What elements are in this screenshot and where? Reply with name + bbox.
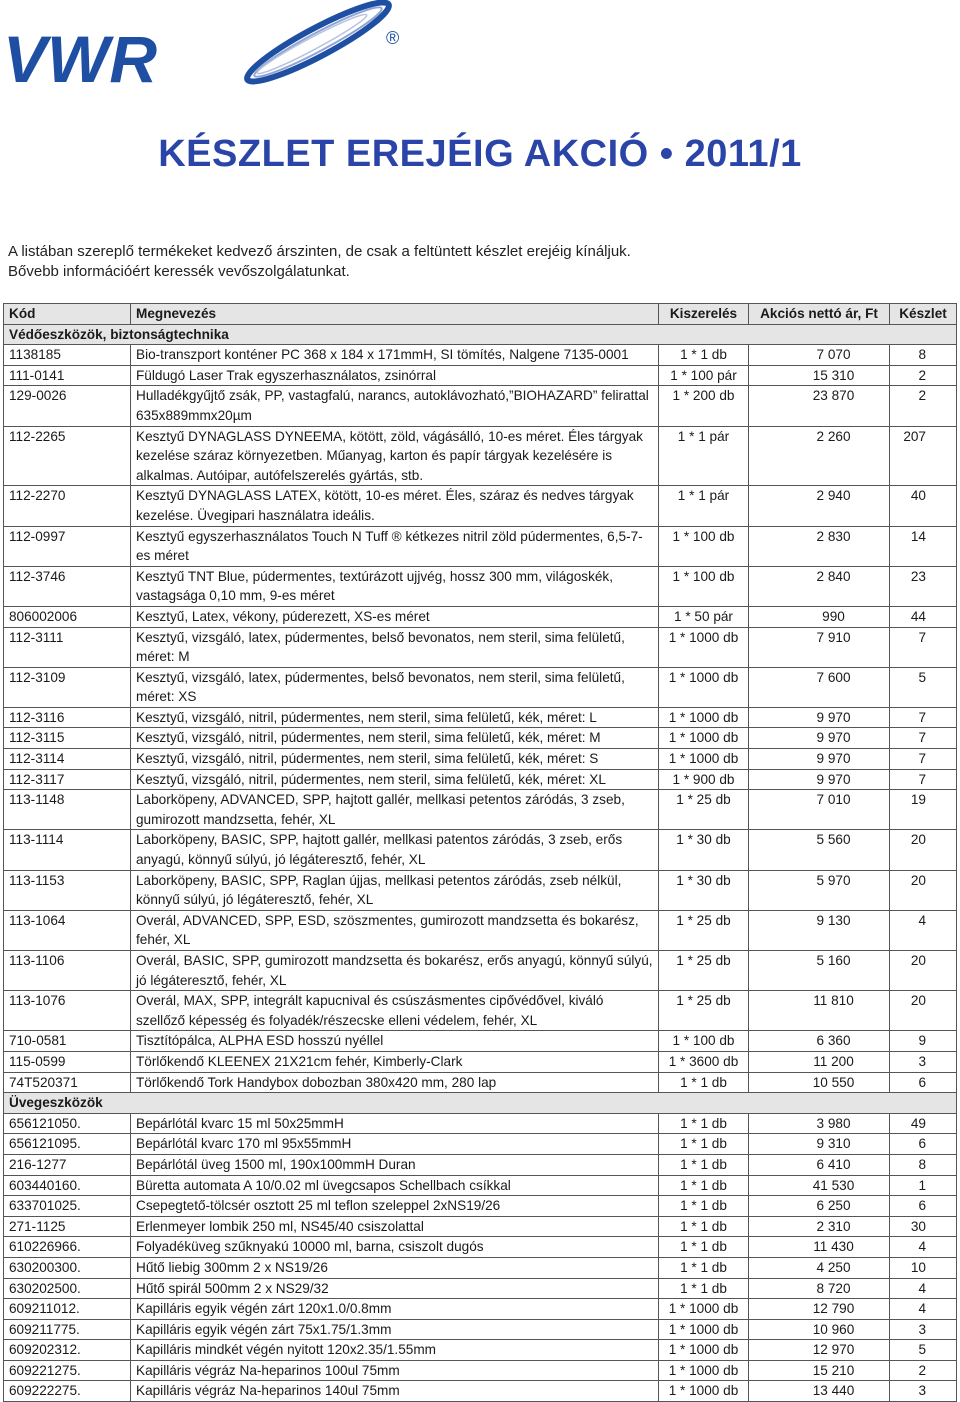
cell-stock: 44 [890, 606, 957, 627]
cell-name: Hulladékgyűjtő zsák, PP, vastagfalú, narancs, autoklávozható,”BIOHAZARD” felirattal 635x889mmx20µm [131, 386, 659, 426]
cell-price: 7 600 [749, 667, 890, 707]
section-title: Védőeszközök, biztonságtechnika [4, 324, 957, 345]
cell-code: 74T520371 [4, 1072, 131, 1093]
cell-stock: 8 [890, 345, 957, 366]
table-row [4, 951, 957, 991]
cell-stock: 3 [890, 1381, 957, 1402]
cell-stock: 6 [890, 1134, 957, 1155]
cell-stock: 20 [890, 830, 957, 870]
section-row [4, 324, 957, 345]
cell-name: Törlőkendő KLEENEX 21X21cm fehér, Kimberly-Clark [131, 1051, 659, 1072]
vwr-logo [0, 0, 420, 100]
cell-name: Kesztyű, Latex, vékony, púderezett, XS-es méret [131, 606, 659, 627]
cell-pack: 1 * 25 db [659, 951, 749, 991]
cell-price: 8 720 [749, 1278, 890, 1299]
table-row [4, 345, 957, 366]
cell-code: 112-3115 [4, 728, 131, 749]
cell-name: Laborköpeny, BASIC, SPP, hajtott gallér, mellkasi patentos záródás, 3 zseb, erős anyagú, könnyű súlyú, jó légáteresztő, fehér, XL [131, 830, 659, 870]
cell-stock: 9 [890, 1031, 957, 1052]
cell-price: 41 530 [749, 1175, 890, 1196]
cell-name: Csepegtető-tölcsér osztott 25 ml teflon szeleppel 2xNS19/26 [131, 1196, 659, 1217]
cell-price: 2 840 [749, 566, 890, 606]
table-row [4, 627, 957, 667]
cell-name: Tisztítópálca, ALPHA ESD hosszú nyéllel [131, 1031, 659, 1052]
cell-code: 129-0026 [4, 386, 131, 426]
cell-price: 13 440 [749, 1381, 890, 1402]
header-price: Akciós nettó ár, Ft [749, 304, 890, 325]
cell-name: Laborköpeny, BASIC, SPP, Raglan újjas, mellkasi petentos záródás, zseb nélkül, könnyű súlyú, jó légáteresztő, fehér, XL [131, 870, 659, 910]
cell-name: Kesztyű, vizsgáló, nitril, púdermentes, nem steril, sima felületű, kék, méret: M [131, 728, 659, 749]
product-table [3, 303, 957, 1402]
cell-code: 115-0599 [4, 1051, 131, 1072]
cell-pack: 1 * 1000 db [659, 728, 749, 749]
cell-name: Bepárlótál üveg 1500 ml, 190x100mmH Duran [131, 1154, 659, 1175]
cell-price: 2 830 [749, 526, 890, 566]
cell-name: Kesztyű, vizsgáló, latex, púdermentes, belső bevonatos, nem steril, sima felületű, méret: M [131, 627, 659, 667]
cell-pack: 1 * 3600 db [659, 1051, 749, 1072]
cell-price: 11 430 [749, 1237, 890, 1258]
table-row [4, 769, 957, 790]
cell-stock: 20 [890, 870, 957, 910]
cell-pack: 1 * 1000 db [659, 1299, 749, 1320]
table-row [4, 707, 957, 728]
cell-code: 633701025. [4, 1196, 131, 1217]
cell-stock: 2 [890, 386, 957, 426]
cell-code: 1138185 [4, 345, 131, 366]
cell-code: 112-3117 [4, 769, 131, 790]
cell-name: Kapilláris egyik végén zárt 75x1.75/1.3mm [131, 1319, 659, 1340]
cell-name: Kesztyű egyszerhasználatos Touch N Tuff ® kétkezes nitril zöld púdermentes, 6,5-7-es méret [131, 526, 659, 566]
page-title: KÉSZLET EREJÉIG AKCIÓ • 2011/1 [158, 133, 802, 175]
cell-price: 10 550 [749, 1072, 890, 1093]
cell-code: 630202500. [4, 1278, 131, 1299]
cell-price: 7 910 [749, 627, 890, 667]
table-row [4, 486, 957, 526]
cell-price: 9 970 [749, 749, 890, 770]
cell-code: 113-1148 [4, 790, 131, 830]
cell-pack: 1 * 1000 db [659, 707, 749, 728]
cell-code: 112-2265 [4, 426, 131, 486]
cell-pack: 1 * 1 db [659, 1072, 749, 1093]
cell-price: 12 790 [749, 1299, 890, 1320]
cell-code: 271-1125 [4, 1216, 131, 1237]
cell-stock: 5 [890, 1340, 957, 1361]
cell-stock: 2 [890, 365, 957, 386]
table-row [4, 830, 957, 870]
cell-pack: 1 * 25 db [659, 991, 749, 1031]
cell-pack: 1 * 1 db [659, 1113, 749, 1134]
cell-price: 9 130 [749, 910, 890, 950]
cell-pack: 1 * 30 db [659, 830, 749, 870]
cell-pack: 1 * 1 pár [659, 426, 749, 486]
cell-price: 2 310 [749, 1216, 890, 1237]
cell-code: 113-1114 [4, 830, 131, 870]
header-pack: Kiszerelés [659, 304, 749, 325]
cell-price: 6 250 [749, 1196, 890, 1217]
cell-price: 9 970 [749, 728, 890, 749]
cell-code: 603440160. [4, 1175, 131, 1196]
cell-price: 7 010 [749, 790, 890, 830]
cell-stock: 7 [890, 728, 957, 749]
cell-code: 609202312. [4, 1340, 131, 1361]
cell-stock: 7 [890, 707, 957, 728]
cell-price: 990 [749, 606, 890, 627]
cell-price: 9 970 [749, 769, 890, 790]
cell-price: 15 210 [749, 1360, 890, 1381]
cell-name: Kesztyű, vizsgáló, nitril, púdermentes, nem steril, sima felületű, kék, méret: XL [131, 769, 659, 790]
cell-price: 4 250 [749, 1257, 890, 1278]
section-row [4, 1093, 957, 1114]
cell-stock: 8 [890, 1154, 957, 1175]
cell-pack: 1 * 1 db [659, 1196, 749, 1217]
cell-price: 12 970 [749, 1340, 890, 1361]
cell-name: Bepárlótál kvarc 170 ml 95x55mmH [131, 1134, 659, 1155]
cell-pack: 1 * 1 db [659, 1278, 749, 1299]
cell-pack: 1 * 1 db [659, 1134, 749, 1155]
cell-pack: 1 * 1000 db [659, 1319, 749, 1340]
cell-name: Törlőkendő Tork Handybox dobozban 380x420 mm, 280 lap [131, 1072, 659, 1093]
cell-pack: 1 * 1 db [659, 1216, 749, 1237]
cell-name: Kapilláris végráz Na-heparinos 140ul 75mm [131, 1381, 659, 1402]
table-row [4, 1381, 957, 1402]
cell-price: 11 810 [749, 991, 890, 1031]
cell-code: 806002006 [4, 606, 131, 627]
cell-stock: 23 [890, 566, 957, 606]
table-row [4, 566, 957, 606]
cell-price: 6 360 [749, 1031, 890, 1052]
cell-pack: 1 * 1 db [659, 1154, 749, 1175]
cell-pack: 1 * 200 db [659, 386, 749, 426]
cell-name: Kesztyű DYNAGLASS LATEX, kötött, 10-es méret. Éles, száraz és nedves tárgyak kezelése. Üvegipari használatra ideális. [131, 486, 659, 526]
table-row [4, 1360, 957, 1381]
table-row [4, 1216, 957, 1237]
cell-pack: 1 * 1000 db [659, 1340, 749, 1361]
table-row [4, 1072, 957, 1093]
cell-price: 23 870 [749, 386, 890, 426]
cell-name: Kesztyű, vizsgáló, nitril, púdermentes, nem steril, sima felületű, kék, méret: L [131, 707, 659, 728]
table-row [4, 1113, 957, 1134]
cell-pack: 1 * 1000 db [659, 667, 749, 707]
cell-name: Erlenmeyer lombik 250 ml, NS45/40 csiszolattal [131, 1216, 659, 1237]
cell-stock: 207 [890, 426, 957, 486]
table-row [4, 870, 957, 910]
table-row [4, 606, 957, 627]
cell-name: Folyadéküveg szűknyakú 10000 ml, barna, csiszolt dugós [131, 1237, 659, 1258]
cell-name: Laborköpeny, ADVANCED, SPP, hajtott gallér, mellkasi petentos záródás, 3 zseb, gumirozott mandzsetta, fehér, XL [131, 790, 659, 830]
table-row [4, 1051, 957, 1072]
table-row [4, 1319, 957, 1340]
header-stock: Készlet [890, 304, 957, 325]
cell-name: Kesztyű, vizsgáló, latex, púdermentes, belső bevonatos, nem steril, sima felületű, méret: XS [131, 667, 659, 707]
section-title: Üvegeszközök [4, 1093, 957, 1114]
cell-price: 2 260 [749, 426, 890, 486]
table-row [4, 910, 957, 950]
product-table-wrapper [3, 303, 956, 1402]
table-row [4, 1134, 957, 1155]
table-row [4, 1278, 957, 1299]
cell-stock: 3 [890, 1319, 957, 1340]
cell-stock: 1 [890, 1175, 957, 1196]
cell-code: 609211012. [4, 1299, 131, 1320]
cell-name: Overál, BASIC, SPP, gumirozott mandzsetta és bokarész, erős anyagú, könnyű súlyú, jó légáteresztő, fehér, XL [131, 951, 659, 991]
cell-code: 656121095. [4, 1134, 131, 1155]
cell-price: 7 070 [749, 345, 890, 366]
table-row [4, 667, 957, 707]
cell-code: 113-1106 [4, 951, 131, 991]
cell-name: Bio-transzport konténer PC 368 x 184 x 171mmH, SI tömítés, Nalgene 7135-0001 [131, 345, 659, 366]
table-row [4, 1031, 957, 1052]
cell-price: 3 980 [749, 1113, 890, 1134]
cell-stock: 6 [890, 1196, 957, 1217]
cell-name: Overál, MAX, SPP, integrált kapucnival és csúszásmentes cipővédővel, kiváló szellőző képesség és folyadék/részecske elleni védelem, fehér, XL [131, 991, 659, 1031]
table-header-row [4, 304, 957, 325]
table-row [4, 991, 957, 1031]
cell-name: Hűtő spirál 500mm 2 x NS29/32 [131, 1278, 659, 1299]
cell-pack: 1 * 1 pár [659, 486, 749, 526]
cell-stock: 14 [890, 526, 957, 566]
cell-price: 6 410 [749, 1154, 890, 1175]
cell-price: 5 970 [749, 870, 890, 910]
table-body [4, 324, 957, 1401]
table-row [4, 426, 957, 486]
cell-code: 112-3116 [4, 707, 131, 728]
cell-pack: 1 * 1 db [659, 1175, 749, 1196]
intro-line-1: A listában szereplő termékeket kedvező árszinten, de csak a feltüntett készlet erejéig kínáljuk. [8, 243, 631, 260]
cell-stock: 6 [890, 1072, 957, 1093]
header-code: Kód [4, 304, 131, 325]
cell-pack: 1 * 1000 db [659, 1381, 749, 1402]
table-row [4, 1257, 957, 1278]
cell-pack: 1 * 30 db [659, 870, 749, 910]
cell-code: 609222275. [4, 1381, 131, 1402]
cell-pack: 1 * 1000 db [659, 627, 749, 667]
cell-name: Kesztyű, vizsgáló, nitril, púdermentes, nem steril, sima felületű, kék, méret: S [131, 749, 659, 770]
cell-name: Kesztyű DYNAGLASS DYNEEMA, kötött, zöld, vágásálló, 10-es méret. Éles tárgyak kezelése száraz környezetben. Műanyag, karton és papír tárgyak kezelésére is alkalmas. Autóipar, autófelszerelés gyártás, stb. [131, 426, 659, 486]
header-name: Megnevezés [131, 304, 659, 325]
vwr-logo-graphic [0, 0, 420, 100]
intro-text [8, 242, 631, 282]
cell-code: 113-1153 [4, 870, 131, 910]
cell-name: Kesztyű TNT Blue, púdermentes, textúrázott ujjvég, hossz 300 mm, világoskék, vastagsága 0,10 mm, 9-es méret [131, 566, 659, 606]
cell-pack: 1 * 1 db [659, 1237, 749, 1258]
cell-pack: 1 * 900 db [659, 769, 749, 790]
cell-stock: 7 [890, 749, 957, 770]
cell-code: 112-2270 [4, 486, 131, 526]
cell-pack: 1 * 100 pár [659, 365, 749, 386]
cell-name: Füldugó Laser Trak egyszerhasználatos, zsinórral [131, 365, 659, 386]
cell-price: 2 940 [749, 486, 890, 526]
cell-pack: 1 * 100 db [659, 566, 749, 606]
cell-stock: 19 [890, 790, 957, 830]
cell-pack: 1 * 1000 db [659, 1360, 749, 1381]
cell-name: Kapilláris végráz Na-heparinos 100ul 75mm [131, 1360, 659, 1381]
cell-code: 630200300. [4, 1257, 131, 1278]
table-row [4, 1175, 957, 1196]
cell-stock: 4 [890, 1299, 957, 1320]
cell-stock: 49 [890, 1113, 957, 1134]
cell-pack: 1 * 25 db [659, 910, 749, 950]
cell-stock: 3 [890, 1051, 957, 1072]
table-row [4, 749, 957, 770]
cell-code: 112-3746 [4, 566, 131, 606]
cell-pack: 1 * 25 db [659, 790, 749, 830]
cell-pack: 1 * 1 db [659, 1257, 749, 1278]
cell-price: 9 310 [749, 1134, 890, 1155]
vwr-logo-text: VWR [3, 22, 157, 96]
table-row [4, 1237, 957, 1258]
table-row [4, 386, 957, 426]
registered-mark: ® [386, 28, 400, 48]
cell-price: 5 560 [749, 830, 890, 870]
cell-code: 216-1277 [4, 1154, 131, 1175]
cell-price: 15 310 [749, 365, 890, 386]
cell-pack: 1 * 50 pár [659, 606, 749, 627]
cell-pack: 1 * 100 db [659, 1031, 749, 1052]
table-row [4, 790, 957, 830]
table-row [4, 1196, 957, 1217]
cell-stock: 20 [890, 951, 957, 991]
cell-stock: 30 [890, 1216, 957, 1237]
cell-name: Kapilláris egyik végén zárt 120x1.0/0.8mm [131, 1299, 659, 1320]
cell-stock: 20 [890, 991, 957, 1031]
cell-pack: 1 * 1 db [659, 345, 749, 366]
cell-stock: 10 [890, 1257, 957, 1278]
cell-price: 11 200 [749, 1051, 890, 1072]
cell-name: Overál, ADVANCED, SPP, ESD, szöszmentes, gumirozott mandzsetta és bokarész, fehér, XL [131, 910, 659, 950]
table-row [4, 1340, 957, 1361]
cell-stock: 7 [890, 627, 957, 667]
table-row [4, 526, 957, 566]
intro-line-2: Bővebb információért keressék vevőszolgálatunkat. [8, 263, 350, 280]
cell-name: Büretta automata A 10/0.02 ml üvegcsapos Schellbach csíkkal [131, 1175, 659, 1196]
cell-code: 112-3111 [4, 627, 131, 667]
cell-name: Kapilláris mindkét végén nyitott 120x2.35/1.55mm [131, 1340, 659, 1361]
cell-code: 112-0997 [4, 526, 131, 566]
cell-code: 112-3109 [4, 667, 131, 707]
table-row [4, 1299, 957, 1320]
table-row [4, 365, 957, 386]
table-row [4, 1154, 957, 1175]
cell-stock: 4 [890, 1278, 957, 1299]
cell-code: 112-3114 [4, 749, 131, 770]
table-row [4, 728, 957, 749]
cell-code: 609211775. [4, 1319, 131, 1340]
cell-code: 656121050. [4, 1113, 131, 1134]
cell-stock: 40 [890, 486, 957, 526]
cell-pack: 1 * 1000 db [659, 749, 749, 770]
cell-name: Hűtő liebig 300mm 2 x NS19/26 [131, 1257, 659, 1278]
cell-price: 5 160 [749, 951, 890, 991]
cell-stock: 5 [890, 667, 957, 707]
cell-code: 113-1076 [4, 991, 131, 1031]
cell-stock: 4 [890, 910, 957, 950]
cell-pack: 1 * 100 db [659, 526, 749, 566]
cell-stock: 2 [890, 1360, 957, 1381]
cell-code: 609221275. [4, 1360, 131, 1381]
cell-stock: 7 [890, 769, 957, 790]
cell-code: 113-1064 [4, 910, 131, 950]
cell-code: 610226966. [4, 1237, 131, 1258]
cell-price: 9 970 [749, 707, 890, 728]
cell-name: Bepárlótál kvarc 15 ml 50x25mmH [131, 1113, 659, 1134]
cell-price: 10 960 [749, 1319, 890, 1340]
cell-stock: 4 [890, 1237, 957, 1258]
cell-code: 111-0141 [4, 365, 131, 386]
cell-code: 710-0581 [4, 1031, 131, 1052]
